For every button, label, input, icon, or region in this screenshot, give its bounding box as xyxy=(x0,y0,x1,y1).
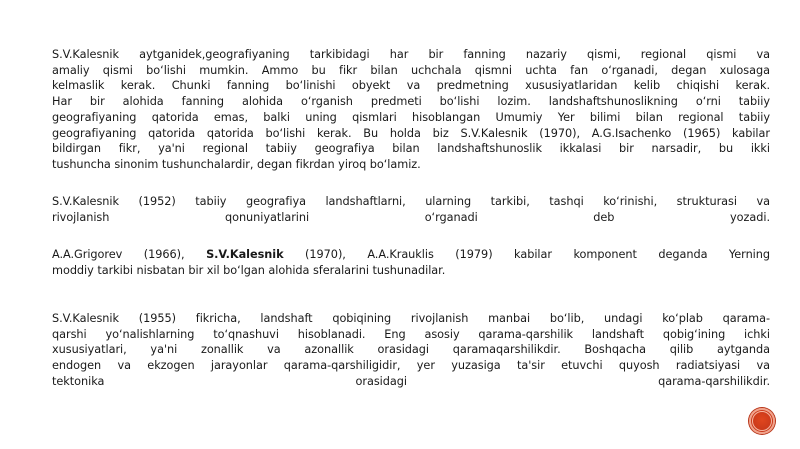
paragraph-1-line-1 xyxy=(52,47,770,63)
text-line: S.V.Kalesnik (1955) fikricha, landshaft qobiqining rivojlanish manbai bo‘lib, undagi ko‘plab qarama- xyxy=(52,312,770,325)
paragraph-4-line-2: qarshi yo‘nalishlarning to‘qnashuvi hisoblanadi. Eng asosiy qarama-qarshilik landshaft qobig‘ining ichki xyxy=(52,327,770,341)
paragraph-4-line-1 xyxy=(52,311,770,327)
bold-author-name: S.V.Kalesnik xyxy=(206,248,284,261)
paragraph-2-line-1 xyxy=(52,194,770,210)
paragraph-3-line-2: moddiy tarkibi nisbatan bir xil bo‘lgan alohida sferalarini tushunadilar. xyxy=(52,263,446,277)
text-before-bold: A.A.Grigorev (1966), xyxy=(52,248,207,261)
paragraph-1-line-3: kelmaslik kerak. Chunki fanning bo‘linishi obyekt va predmetning xususiyatlaridan kelib chiqishi kerak. xyxy=(52,79,770,93)
paragraph-4 xyxy=(52,311,770,390)
paragraph-1-line-4: Har bir alohida fanning alohida o‘rganish predmeti bo‘lishi lozim. landshaftshunoslikning o‘rni tabiiy xyxy=(52,95,770,109)
text-line: S.V.Kalesnik (1952) tabiiy geografiya landshaftlarni, ularning tarkibi, tashqi ko‘rinishi, strukturasi va xyxy=(52,195,770,208)
paragraph-3 xyxy=(52,247,770,278)
paragraph-2-line-2: rivojlanish qonuniyatlarini o‘rganadi deb yozadi. xyxy=(52,210,770,224)
paragraph-1-line-5: geografiyaning qatorida emas, balki uning qismlari hisoblangan Umumiy Yer bilimi bilan regional tabiiy xyxy=(52,110,770,124)
paragraph-4-line-4: endogen va ekzogen jarayonlar qarama-qarshiligidir, yer yuzasiga ta'sir etuvchi quyosh radiatsiyasi va xyxy=(52,359,770,373)
paragraph-1-line-6: geografiyaning qatorida qatorida bo‘lishi kerak. Bu holda biz S.V.Kalesnik (1970), A.G.Isachenko (1965) kabilar xyxy=(52,126,770,140)
slide-nav-button[interactable] xyxy=(749,408,775,434)
paragraph-1-line-8: tushuncha sinonim tushunchalardir, degan fikrdan yiroq bo‘lamiz. xyxy=(52,157,421,171)
paragraph-3-line-1 xyxy=(52,247,770,263)
paragraph-1-line-2: amaliy qismi bo‘lishi mumkin. Ammo bu fikr bilan uchchala qismni uchta fan o‘rganadi, degan xulosaga xyxy=(52,63,770,77)
paragraph-1 xyxy=(52,47,770,173)
paragraph-2 xyxy=(52,194,770,225)
circle-nav-icon xyxy=(752,411,772,431)
paragraph-4-line-3: xususiyatlari, ya'ni zonallik va azonallik orasidagi qaramaqarshilikdir. Boshqacha qilib aytganda xyxy=(52,343,770,357)
text-line: S.V.Kalesnik aytganidek,geografiyaning tarkibidagi har bir fanning nazariy qismi, regional qismi va xyxy=(52,48,770,61)
paragraph-4-line-5: tektonika orasidagi qarama-qarshilikdir. xyxy=(52,374,770,388)
paragraph-1-line-7: bildirgan fikr, ya'ni regional tabiiy geografiya bilan landshaftshunoslik ikkalasi bir narsadir, bu ikki xyxy=(52,142,770,156)
text-after-bold: (1970), A.A.Krauklis (1979) kabilar komponent deganda Yerning xyxy=(283,248,770,261)
